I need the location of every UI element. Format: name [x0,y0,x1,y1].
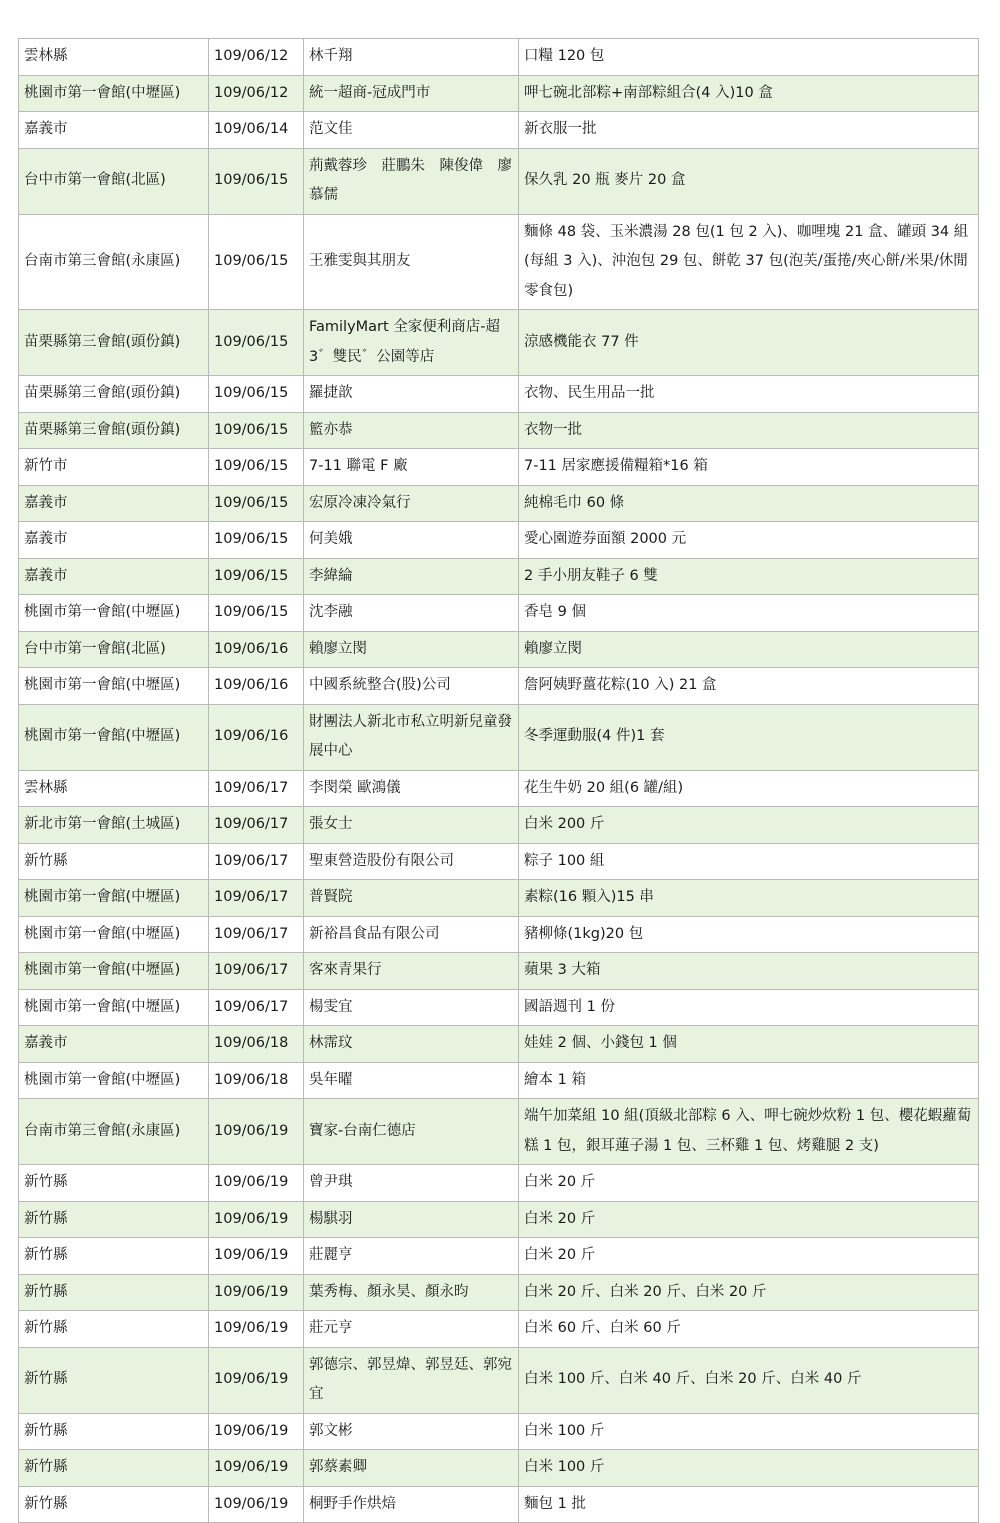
date-cell: 109/06/15 [209,485,304,522]
region-cell: 桃園市第一會館(中壢區) [19,880,209,917]
donor-cell: 宏原冷凍冷氣行 [304,485,519,522]
item-cell: 白米 100 斤 [519,1413,979,1450]
region-cell: 桃園市第一會館(中壢區) [19,916,209,953]
date-cell: 109/06/17 [209,807,304,844]
donor-cell: 郭德宗、郭昱煒、郭昱廷、郭宛宜 [304,1347,519,1413]
date-cell: 109/06/16 [209,704,304,770]
donor-cell: 郭文彬 [304,1413,519,1450]
donor-cell: 楊雯宜 [304,989,519,1026]
table-row [19,449,979,486]
item-cell: 白米 20 斤 [519,1201,979,1238]
date-cell: 109/06/16 [209,668,304,705]
region-cell: 新竹縣 [19,843,209,880]
date-cell: 109/06/15 [209,376,304,413]
date-cell: 109/06/17 [209,989,304,1026]
donor-cell: 郭蔡素卿 [304,1450,519,1487]
item-cell: 衣物一批 [519,412,979,449]
donor-cell: 寶家-台南仁德店 [304,1099,519,1165]
table-row [19,880,979,917]
donation-table [18,38,979,1523]
item-cell: 口糧 120 包 [519,39,979,76]
date-cell: 109/06/19 [209,1274,304,1311]
item-cell: 白米 60 斤、白米 60 斤 [519,1311,979,1348]
table-row [19,310,979,376]
region-cell: 苗栗縣第三會館(頭份鎮) [19,376,209,413]
region-cell: 嘉義市 [19,485,209,522]
date-cell: 109/06/19 [209,1413,304,1450]
region-cell: 桃園市第一會館(中壢區) [19,989,209,1026]
donor-cell: 王雅雯與其朋友 [304,214,519,310]
region-cell: 新竹縣 [19,1201,209,1238]
item-cell: 保久乳 20 瓶 麥片 20 盒 [519,148,979,214]
region-cell: 台中市第一會館(北區) [19,631,209,668]
item-cell: 白米 100 斤、白米 40 斤、白米 20 斤、白米 40 斤 [519,1347,979,1413]
item-cell: 繪本 1 箱 [519,1062,979,1099]
region-cell: 新竹縣 [19,1486,209,1523]
table-row [19,376,979,413]
region-cell: 嘉義市 [19,558,209,595]
date-cell: 109/06/16 [209,631,304,668]
table-row [19,989,979,1026]
item-cell: 白米 20 斤 [519,1165,979,1202]
donor-cell: 新裕昌食品有限公司 [304,916,519,953]
date-cell: 109/06/19 [209,1099,304,1165]
donation-list [18,38,978,1523]
item-cell: 香皂 9 個 [519,595,979,632]
date-cell: 109/06/17 [209,843,304,880]
table-row [19,843,979,880]
donor-cell: 沈李融 [304,595,519,632]
date-cell: 109/06/14 [209,112,304,149]
region-cell: 苗栗縣第三會館(頭份鎮) [19,412,209,449]
item-cell: 愛心園遊券面額 2000 元 [519,522,979,559]
item-cell: 蘋果 3 大箱 [519,953,979,990]
donor-cell: 統一超商-冠成門市 [304,75,519,112]
donor-cell: 賴廖立閔 [304,631,519,668]
item-cell: 白米 100 斤 [519,1450,979,1487]
table-row [19,412,979,449]
table-row [19,668,979,705]
item-cell: 冬季運動服(4 件)1 套 [519,704,979,770]
item-cell: 白米 200 斤 [519,807,979,844]
donor-cell: 范文佳 [304,112,519,149]
region-cell: 新竹縣 [19,1165,209,1202]
table-row [19,485,979,522]
date-cell: 109/06/19 [209,1165,304,1202]
item-cell: 娃娃 2 個、小錢包 1 個 [519,1026,979,1063]
item-cell: 白米 20 斤、白米 20 斤、白米 20 斤 [519,1274,979,1311]
table-row [19,807,979,844]
region-cell: 新竹縣 [19,1311,209,1348]
donor-cell: FamilyMart 全家便利商店-超 3゛雙民゛公園等店 [304,310,519,376]
donor-cell: 普賢院 [304,880,519,917]
region-cell: 苗栗縣第三會館(頭份鎮) [19,310,209,376]
donor-cell: 籃亦恭 [304,412,519,449]
item-cell: 涼感機能衣 77 件 [519,310,979,376]
item-cell: 呷七碗北部粽+南部粽組合(4 入)10 盒 [519,75,979,112]
date-cell: 109/06/15 [209,214,304,310]
donor-cell: 張女士 [304,807,519,844]
region-cell: 桃園市第一會館(中壢區) [19,953,209,990]
donor-cell: 聖東營造股份有限公司 [304,843,519,880]
date-cell: 109/06/19 [209,1347,304,1413]
date-cell: 109/06/18 [209,1062,304,1099]
region-cell: 新竹市 [19,449,209,486]
table-row [19,1165,979,1202]
table-row [19,112,979,149]
region-cell: 新北市第一會館(土城區) [19,807,209,844]
table-row [19,1413,979,1450]
date-cell: 109/06/17 [209,953,304,990]
date-cell: 109/06/12 [209,39,304,76]
region-cell: 桃園市第一會館(中壢區) [19,1062,209,1099]
item-cell: 端午加菜組 10 組(頂級北部粽 6 入、呷七碗炒炊粉 1 包、櫻花蝦蘿蔔糕 1 包，銀耳蓮子湯 1 包、三杯雞 1 包、烤雞腿 2 支) [519,1099,979,1165]
date-cell: 109/06/15 [209,449,304,486]
region-cell: 雲林縣 [19,39,209,76]
table-row [19,916,979,953]
date-cell: 109/06/15 [209,522,304,559]
date-cell: 109/06/19 [209,1311,304,1348]
table-row [19,148,979,214]
donor-cell: 財團法人新北市私立明新兒童發展中心 [304,704,519,770]
donor-cell: 桐野手作烘焙 [304,1486,519,1523]
table-row [19,1274,979,1311]
donor-cell: 中國系統整合(股)公司 [304,668,519,705]
date-cell: 109/06/12 [209,75,304,112]
region-cell: 雲林縣 [19,770,209,807]
region-cell: 新竹縣 [19,1413,209,1450]
donor-cell: 林千翔 [304,39,519,76]
date-cell: 109/06/17 [209,880,304,917]
region-cell: 嘉義市 [19,1026,209,1063]
region-cell: 桃園市第一會館(中壢區) [19,595,209,632]
table-row [19,1238,979,1275]
table-row [19,953,979,990]
date-cell: 109/06/17 [209,916,304,953]
region-cell: 台南市第三會館(永康區) [19,214,209,310]
region-cell: 新竹縣 [19,1450,209,1487]
region-cell: 桃園市第一會館(中壢區) [19,668,209,705]
table-row [19,558,979,595]
table-row [19,770,979,807]
table-row [19,522,979,559]
item-cell: 白米 20 斤 [519,1238,979,1275]
item-cell: 賴廖立閔 [519,631,979,668]
donor-cell: 羅捷歆 [304,376,519,413]
region-cell: 嘉義市 [19,112,209,149]
table-row [19,631,979,668]
donor-cell: 林霈玟 [304,1026,519,1063]
region-cell: 台中市第一會館(北區) [19,148,209,214]
item-cell: 純棉毛巾 60 條 [519,485,979,522]
table-row [19,1062,979,1099]
item-cell: 新衣服一批 [519,112,979,149]
donor-cell: 楊騏羽 [304,1201,519,1238]
donor-cell: 莊麗亨 [304,1238,519,1275]
region-cell: 新竹縣 [19,1347,209,1413]
donor-cell: 何美娥 [304,522,519,559]
date-cell: 109/06/15 [209,595,304,632]
item-cell: 花生牛奶 20 組(6 罐/組) [519,770,979,807]
donor-cell: 葉秀梅、顏永昊、顏永昀 [304,1274,519,1311]
date-cell: 109/06/19 [209,1486,304,1523]
date-cell: 109/06/19 [209,1201,304,1238]
table-row [19,1099,979,1165]
item-cell: 衣物、民生用品一批 [519,376,979,413]
region-cell: 台南市第三會館(永康區) [19,1099,209,1165]
table-row [19,1201,979,1238]
date-cell: 109/06/19 [209,1238,304,1275]
date-cell: 109/06/15 [209,310,304,376]
table-row [19,704,979,770]
donor-cell: 莊元亨 [304,1311,519,1348]
region-cell: 桃園市第一會館(中壢區) [19,75,209,112]
donor-cell: 吳年曜 [304,1062,519,1099]
item-cell: 粽子 100 組 [519,843,979,880]
item-cell: 詹阿姨野薑花粽(10 入) 21 盒 [519,668,979,705]
date-cell: 109/06/15 [209,558,304,595]
donation-table-body [19,39,979,1523]
table-row [19,214,979,310]
donor-cell: 荊戴蓉珍 莊鵬朱 陳俊偉 廖慕儒 [304,148,519,214]
table-row [19,1026,979,1063]
date-cell: 109/06/17 [209,770,304,807]
donor-cell: 7-11 聯電 F 廠 [304,449,519,486]
region-cell: 嘉義市 [19,522,209,559]
table-row [19,1347,979,1413]
donor-cell: 客來青果行 [304,953,519,990]
item-cell: 麵包 1 批 [519,1486,979,1523]
item-cell: 2 手小朋友鞋子 6 雙 [519,558,979,595]
donor-cell: 李緯綸 [304,558,519,595]
region-cell: 桃園市第一會館(中壢區) [19,704,209,770]
date-cell: 109/06/15 [209,412,304,449]
date-cell: 109/06/19 [209,1450,304,1487]
item-cell: 7-11 居家應援備糧箱*16 箱 [519,449,979,486]
item-cell: 國語週刊 1 份 [519,989,979,1026]
table-row [19,1311,979,1348]
table-row [19,1486,979,1523]
date-cell: 109/06/18 [209,1026,304,1063]
donor-cell: 李閔榮 歐鴻儀 [304,770,519,807]
table-row [19,1450,979,1487]
table-row [19,595,979,632]
region-cell: 新竹縣 [19,1238,209,1275]
donor-cell: 曾尹琪 [304,1165,519,1202]
item-cell: 麵條 48 袋、玉米濃湯 28 包(1 包 2 入)、咖哩塊 21 盒、罐頭 34 組(每組 3 入)、沖泡包 29 包、餅乾 37 包(泡芙/蛋捲/夾心餅/米果/休閒零食包) [519,214,979,310]
item-cell: 素粽(16 顆入)15 串 [519,880,979,917]
date-cell: 109/06/15 [209,148,304,214]
item-cell: 豬柳條(1kg)20 包 [519,916,979,953]
table-row [19,75,979,112]
region-cell: 新竹縣 [19,1274,209,1311]
table-row [19,39,979,76]
